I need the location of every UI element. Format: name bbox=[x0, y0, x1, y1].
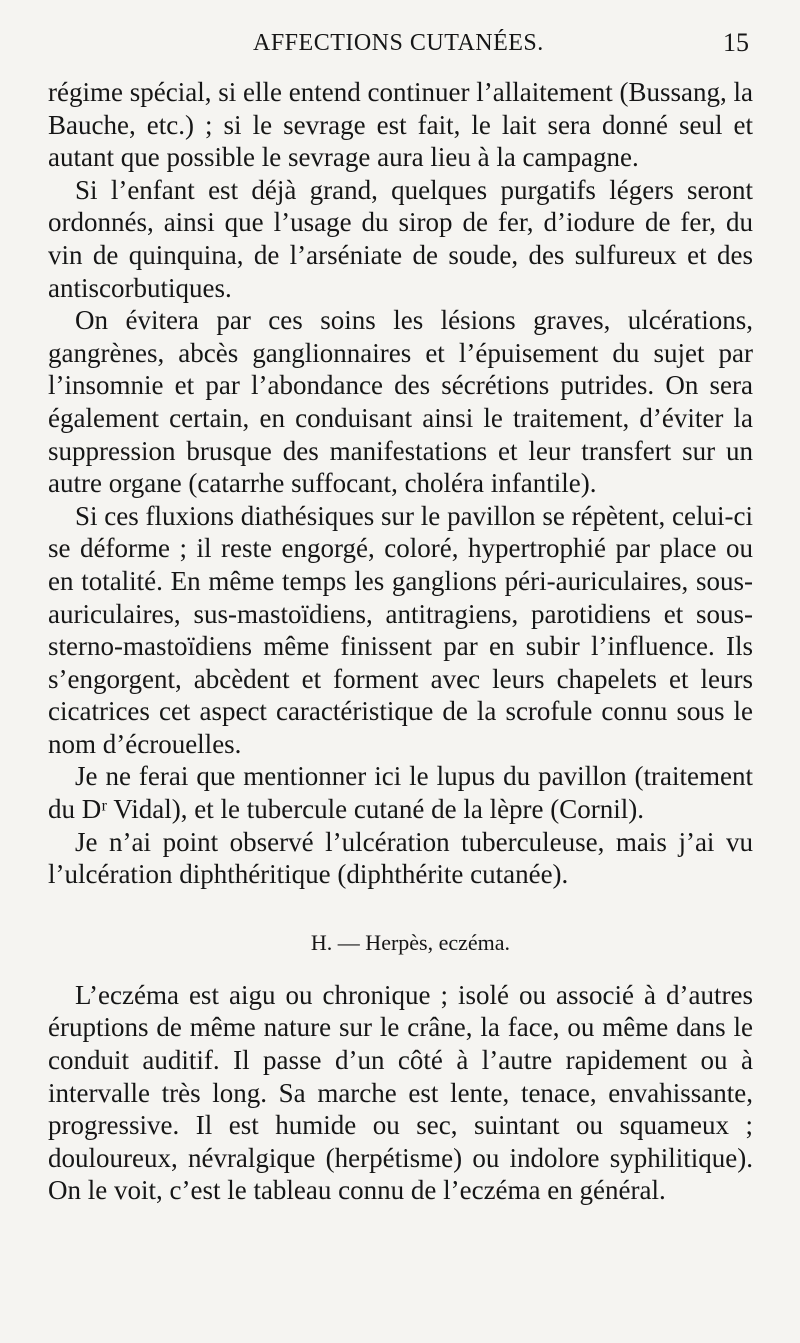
paragraph-continued: régime spécial, si elle entend continuer l’allaitement (Bussang, la Bauche, etc.) ; si le sevrage est fait, le lait sera donné seul et autant que possible le sevrage aura lieu à la campagne. bbox=[48, 77, 753, 173]
page-header bbox=[48, 28, 753, 68]
running-title: AFFECTIONS CUTANÉES. bbox=[253, 30, 544, 56]
paragraph: Si l’enfant est déjà grand, quelques purgatifs légers seront ordonnés, ainsi que l’usage du sirop de fer, d’iodure de fer, du vin de quinquina, de l’arséniate de soude, des sulfureux et des antiscorbutiques. bbox=[48, 174, 753, 303]
paragraph: Je n’ai point observé l’ulcération tuberculeuse, mais j’ai vu l’ulcération diphthéritique (diphthérite cutanée). bbox=[48, 826, 753, 890]
paragraph: L’eczéma est aigu ou chronique ; isolé ou associé à d’autres éruptions de même nature sur le crâne, la face, ou même dans le conduit auditif. Il passe d’un côté à l’autre rapidement ou à intervalle très long. Sa marche est lente, tenace, envahissante, progressive. Il est humide ou sec, suintant ou squameux ; douloureux, névralgique (herpétisme) ou indolore syphilitique). On le voit, c’est le tableau connu de l’eczéma en général. bbox=[48, 979, 753, 1206]
paragraph: Si ces fluxions diathésiques sur le pavillon se répètent, celui-ci se déforme ; il reste engorgé, coloré, hypertrophié par place ou en totalité. En même temps les ganglions péri-auriculaires, sous-auriculaires, sus-mastoïdiens, antitragiens, parotidiens et sous-sterno-mastoïdiens même finissent par en subir l’influence. Ils s’engorgent, abcèdent et forment avec leurs chapelets et leurs cicatrices cet aspect caractéristique de la scrofule connu sous le nom d’écrouelles. bbox=[48, 500, 753, 759]
page-number: 15 bbox=[723, 28, 749, 57]
paragraph: Je ne ferai que mentionner ici le lupus du pavillon (traitement du Dʳ Vidal), et le tubercule cutané de la lèpre (Cornil). bbox=[48, 761, 753, 825]
paragraph: On évitera par ces soins les lésions graves, ulcérations, gangrènes, abcès ganglionnaires et l’épuisement du sujet par l’insomnie et par l’abondance des sécrétions putrides. On sera également certain, en conduisant ainsi le traitement, d’éviter la suppression brusque des manifestations et leur transfert sur un autre organe (catarrhe suffocant, choléra infantile). bbox=[48, 305, 753, 499]
body-text bbox=[48, 76, 753, 1207]
section-heading: H. — Herpès, eczéma. bbox=[310, 929, 511, 955]
